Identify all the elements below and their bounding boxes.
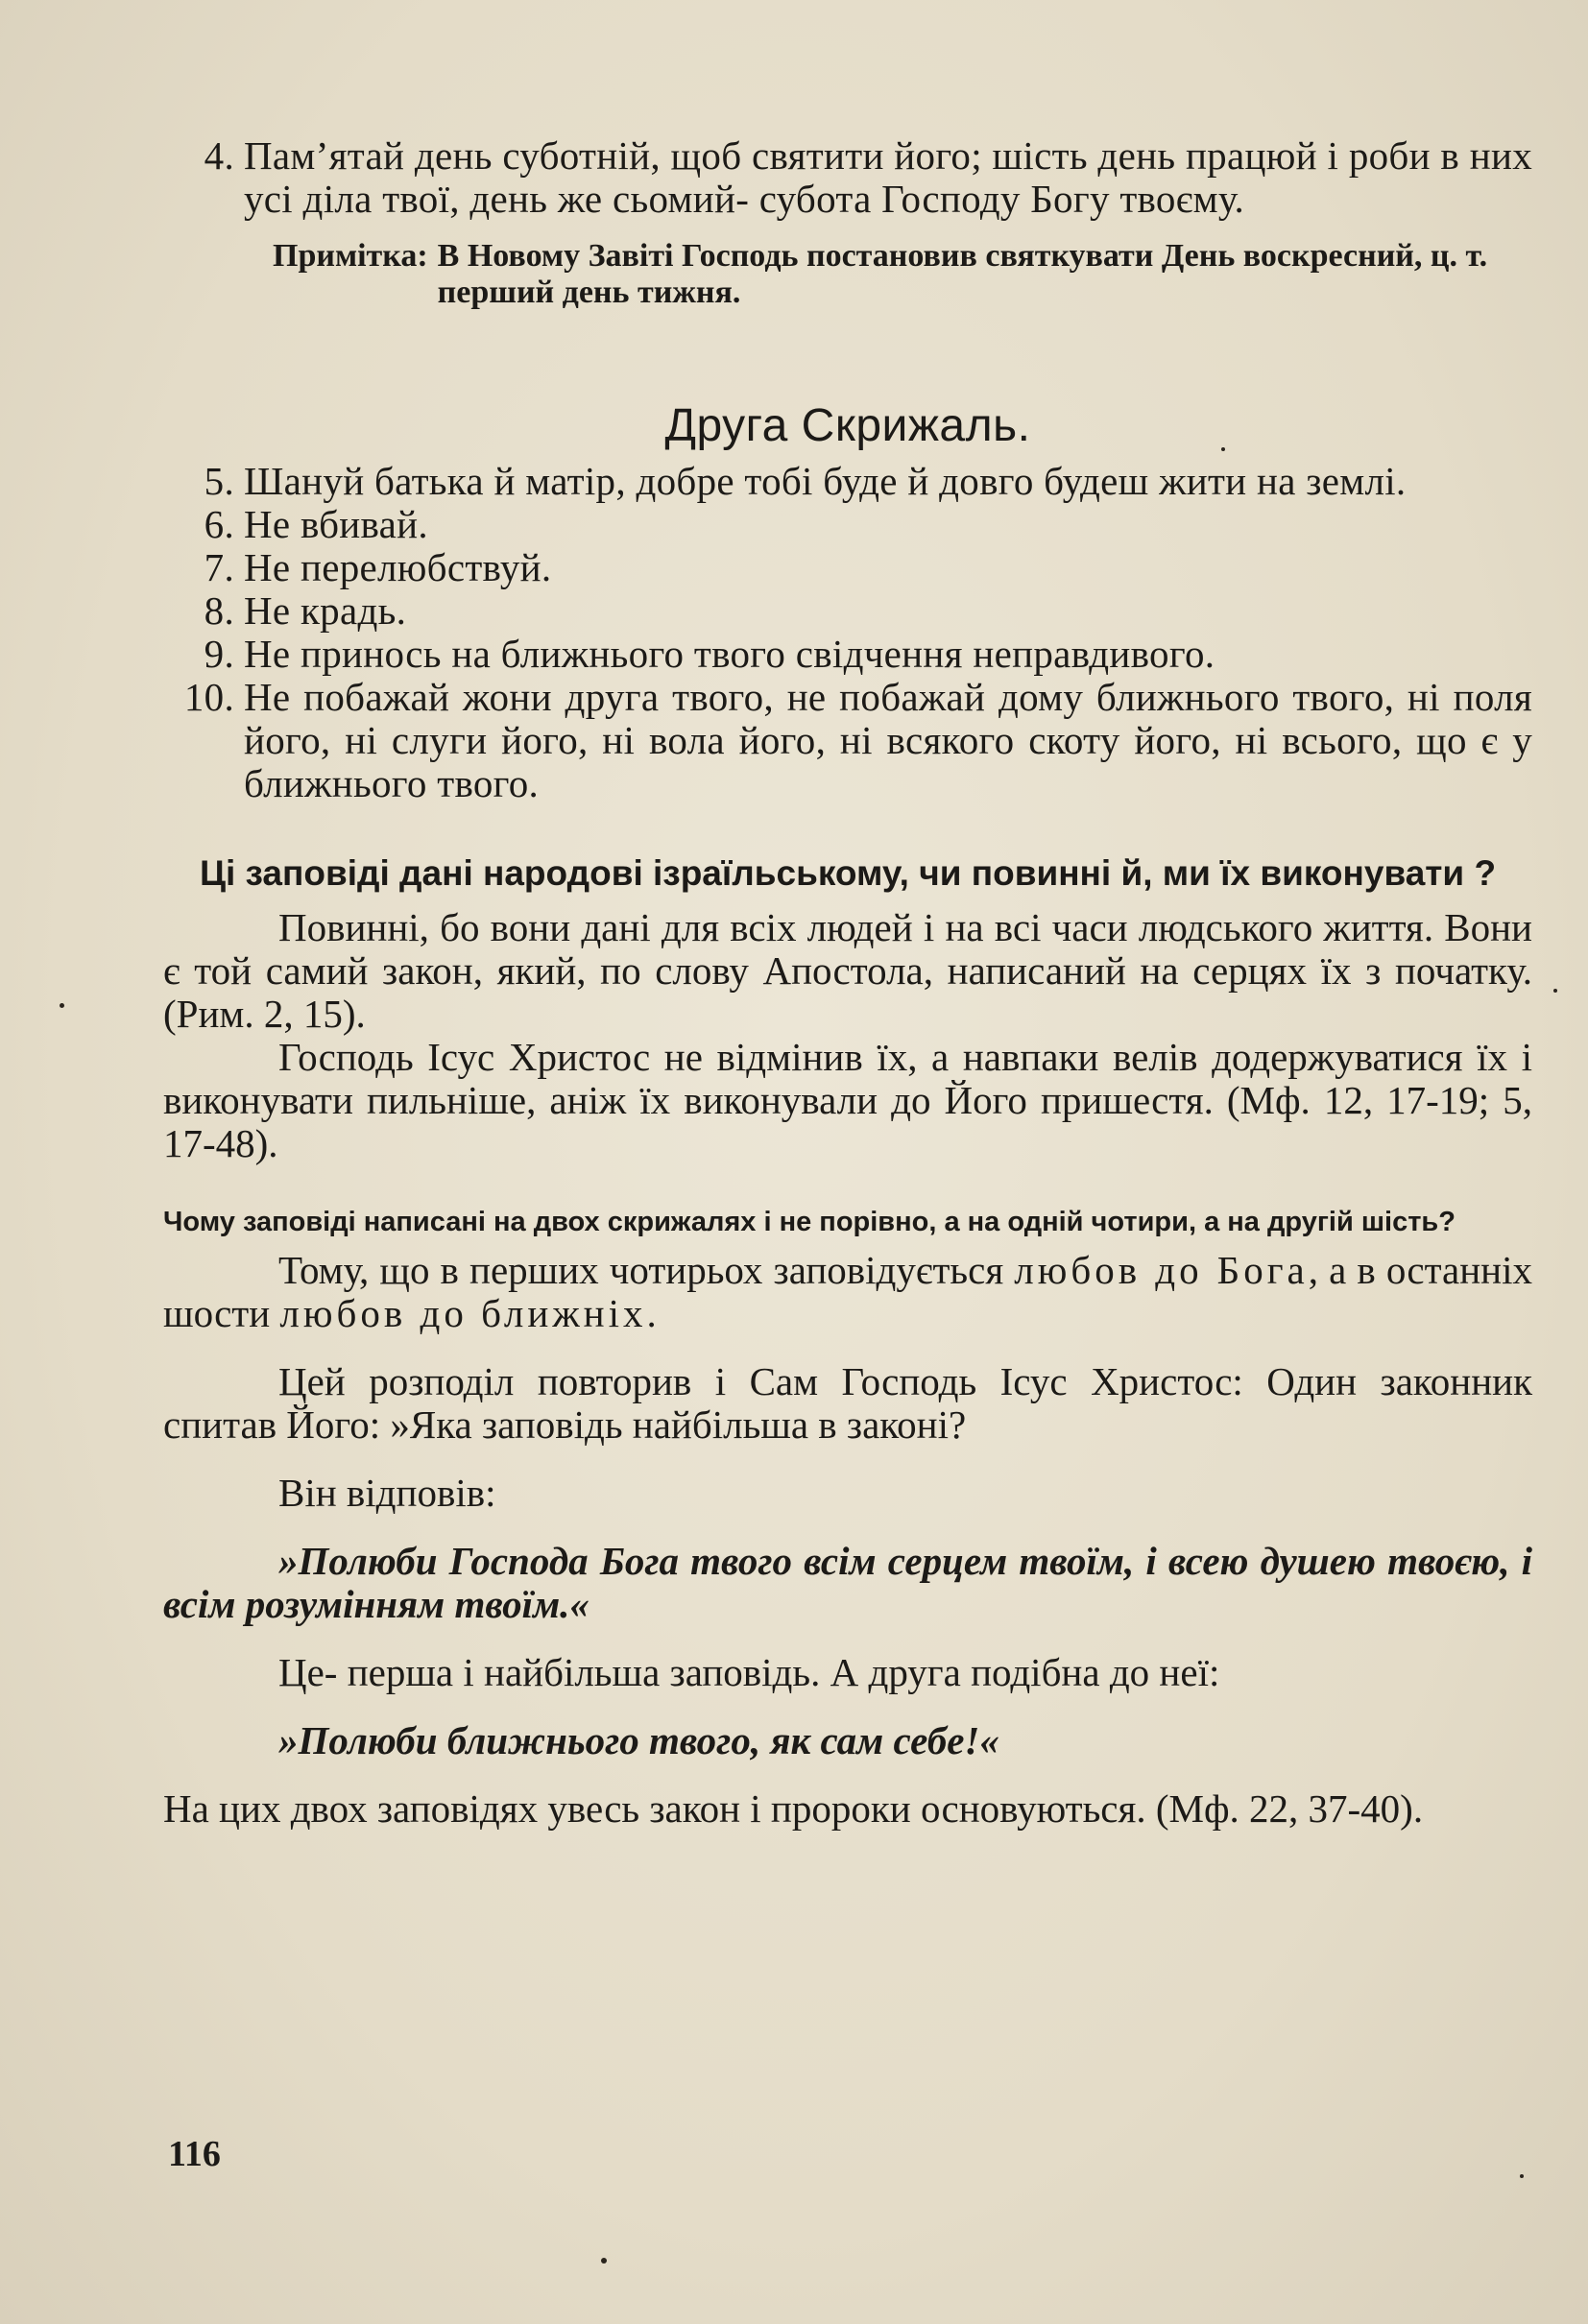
commandment-6: [163, 503, 1532, 546]
answer-paragraph: Він відповів:: [278, 1471, 496, 1515]
question-heading: Чому заповіді написані на двох скрижалях і не порівно, а на одній чотири, а на другій шість?: [163, 1207, 1456, 1237]
commandment-text: Не вбивай.: [244, 502, 428, 546]
text-run: .: [646, 1291, 657, 1335]
page-number: 116: [168, 2134, 221, 2174]
commandment-number: 8.: [204, 588, 234, 633]
footnote: [273, 238, 1532, 311]
commandment-number: 10.: [183, 675, 234, 719]
ink-speck: [601, 2258, 607, 2264]
commandment-4: [163, 134, 1532, 221]
emphasis-spaced: любов до Бога: [1014, 1248, 1309, 1292]
ink-speck: [60, 1003, 64, 1008]
commandment-number: 5.: [204, 459, 234, 503]
answer-paragraph: Це- перша і найбільша заповідь. А друга подібна до неї:: [278, 1650, 1220, 1694]
commandment-text: Не перелюбствуй.: [244, 545, 552, 589]
answer-paragraph: [163, 1249, 1532, 1335]
question-heading: Ці заповіді дані народові ізраїльському, чи повинні й, ми їх виконувати ?: [199, 853, 1497, 893]
commandment-text: Не принось на ближнього твого свідчення неправдивого.: [244, 632, 1215, 676]
emphasis-spaced: любов до ближніх: [279, 1291, 647, 1335]
commandment-9: [163, 633, 1532, 676]
commandment-number: 6.: [204, 502, 234, 546]
commandment-text: Не крадь.: [244, 588, 407, 633]
section-heading: Друга Скрижаль.: [664, 400, 1031, 451]
text-run: , а в останніх шости: [163, 1248, 1532, 1335]
ink-speck: [1520, 2174, 1524, 2178]
footnote-label: Примітка:: [273, 238, 428, 274]
commandment-number: 7.: [204, 545, 234, 589]
commandment-5: [163, 460, 1532, 503]
commandment-list: [163, 460, 1532, 805]
answer-paragraph: На цих двох заповідях увесь закон і пророки основуються. (Мф. 22, 37-40).: [163, 1786, 1424, 1831]
text-run: Тому, що в перших чотирьох заповідується: [278, 1248, 1015, 1292]
commandment-text: Не побажай жони друга твого, не побажай дому ближнього твого, ні поля його, ні слуги його, ні вола його, ні всякого скоту його, ні всього, що є у ближнього твого.: [244, 675, 1532, 805]
commandment-10: [163, 676, 1532, 805]
commandment-text: Пам’ятай день суботній, щоб святити його; шість день працюй і роби в них усі діла твої, день же сьомий- субота Господу Богу твоєму.: [244, 133, 1532, 221]
footnote-text: В Новому Завіті Господь постановив святкувати День воскресний, ц. т. перший день тижня.: [437, 238, 1488, 310]
scripture-quote: »Полюби Господа Бога твого всім серцем твоїм, і всею душею твоєю, і всім розумінням твоїм.«: [163, 1539, 1532, 1626]
commandment-text: Шануй батька й матір, добре тобі буде й довго будеш жити на землі.: [244, 459, 1407, 503]
answer-paragraph: Повинні, бо вони дані для всіх людей і на всі часи людського життя. Вони є той самий закон, який, по слову Апостола, написаний на серцях їх з початку. (Рим. 2, 15).: [163, 905, 1532, 1036]
ink-speck: [1553, 989, 1557, 993]
commandment-number: 4.: [204, 133, 234, 178]
page-content: [163, 134, 1532, 1831]
commandment-8: [163, 589, 1532, 633]
commandment-number: 9.: [204, 632, 234, 676]
answer-paragraph: Господь Ісус Христос не відмінив їх, а навпаки велів додержуватися їх і виконувати пильніше, аніж їх виконували до Його пришестя. (Мф. 12, 17-19; 5, 17-48).: [163, 1035, 1532, 1165]
scripture-quote: »Полюби ближнього твого, як сам себе!«: [278, 1718, 999, 1762]
commandment-7: [163, 546, 1532, 589]
answer-paragraph: Цей розподіл повторив і Сам Господь Ісус Христос: Один законник спитав Його: »Яка заповідь найбільша в законі?: [163, 1359, 1532, 1447]
